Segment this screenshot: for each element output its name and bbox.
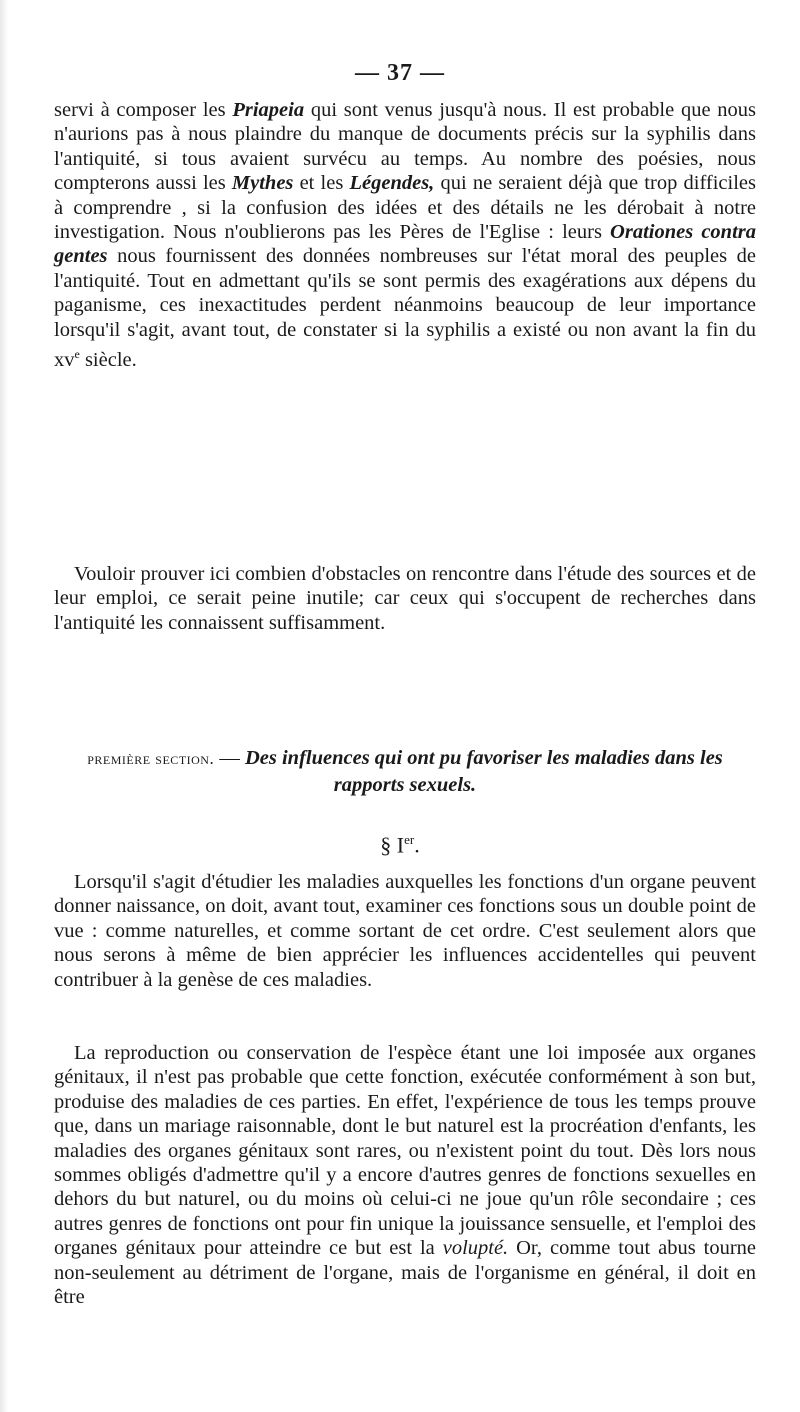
paragraph-2: Vouloir prouver ici combien d'obstacles on rencontre dans l'étude des sources et de leur emploi, ce serait peine inutile; car ceux qui s'occupent de recherches dans l'antiquité les connaissent suffisamment. bbox=[54, 563, 756, 634]
page-binding-edge bbox=[0, 0, 8, 1412]
superscript-e: e bbox=[74, 347, 80, 362]
italic-legendes: Légendes, bbox=[349, 172, 435, 195]
italic-mythes: Mythes bbox=[231, 172, 294, 195]
paragraph-1: servi à composer les Priapeia qui sont venus jusqu'à nous. Il est probable que nous n'aurions pas à nous plaindre du manque de documents précis sur la syphilis dans l'antiquité, si tous avaient survécu au temps. Au nombre des poésies, nous compterons aussi les Mythes et les Légendes, qui ne seraient déjà que trop difficiles à comprendre , si la confusion des idées et des détails ne les dérobait à notre investigation. Nous n'oublierons pas les Pères de l'Eglise : leurs Orationes contra gentes nous fournissent des données nombreuses sur l'état moral des peuples de l'antiquité. Tout en admettant qu'ils se sont permis des exagérations aux dépens du paganisme, ces inexactitudes perdent néanmoins beaucoup de leur importance lorsqu'il s'agit, avant tout, de constater si la syphilis a existé ou non avant la fin du $xv^e$ siècle. bbox=[54, 99, 756, 371]
italic-priapeia: Priapeia bbox=[232, 99, 305, 121]
section-title: Des influences qui ont pu favoriser les maladies dans les rapports sexuels. bbox=[244, 747, 723, 796]
section-label: première section. bbox=[87, 749, 215, 768]
paragraph-4: La reproduction ou conservation de l'espèce étant une loi imposée aux organes génitaux, il n'est pas probable que cette fonction, exécutée conformément à son but, produise des maladies de ces parties. En effet, l'expérience de tous les temps prouve que, dans un mariage raisonnable, dont le but naturel est la procréation d'enfants, les maladies des organes génitaux sont rares, ou n'existent point du tout. Dès lors nous sommes obligés d'admettre qu'il y a encore d'autres genres de fonctions sexuelles en dehors du but naturel, ou du moins où celui-ci ne joue qu'un rôle secondaire ; ces autres genres de fonctions ont pour fin unique la jouissance sensuelle, et l'emploi des organes génitaux pour atteindre ce but est la volupté. Or, comme tout abus tourne non-seulement au détriment de l'organe, mais de l'organisme en général, il doit en être bbox=[54, 1042, 756, 1309]
paragraph-3: Lorsqu'il s'agit d'étudier les maladies auxquelles les fonctions d'un organe peuvent donner naissance, on doit, avant tout, examiner ces fonctions sous un double point de vue : comme naturelles, et comme sortant de cet ordre. C'est seulement alors que nous serons à même de bien apprécier les influences accidentelles qui peuvent contribuer à la genèse de ces maladies. bbox=[54, 871, 756, 991]
section-heading: première section. — Des influences qui ont pu favoriser les maladies dans les rapports sexuels. bbox=[87, 747, 723, 796]
italic-volupte: volupté. bbox=[442, 1237, 509, 1260]
paragraph-mark: § Ier. bbox=[380, 832, 420, 858]
italic-orationes: Orationes contra gentes bbox=[54, 221, 756, 268]
page-number: — 37 — bbox=[355, 60, 445, 86]
